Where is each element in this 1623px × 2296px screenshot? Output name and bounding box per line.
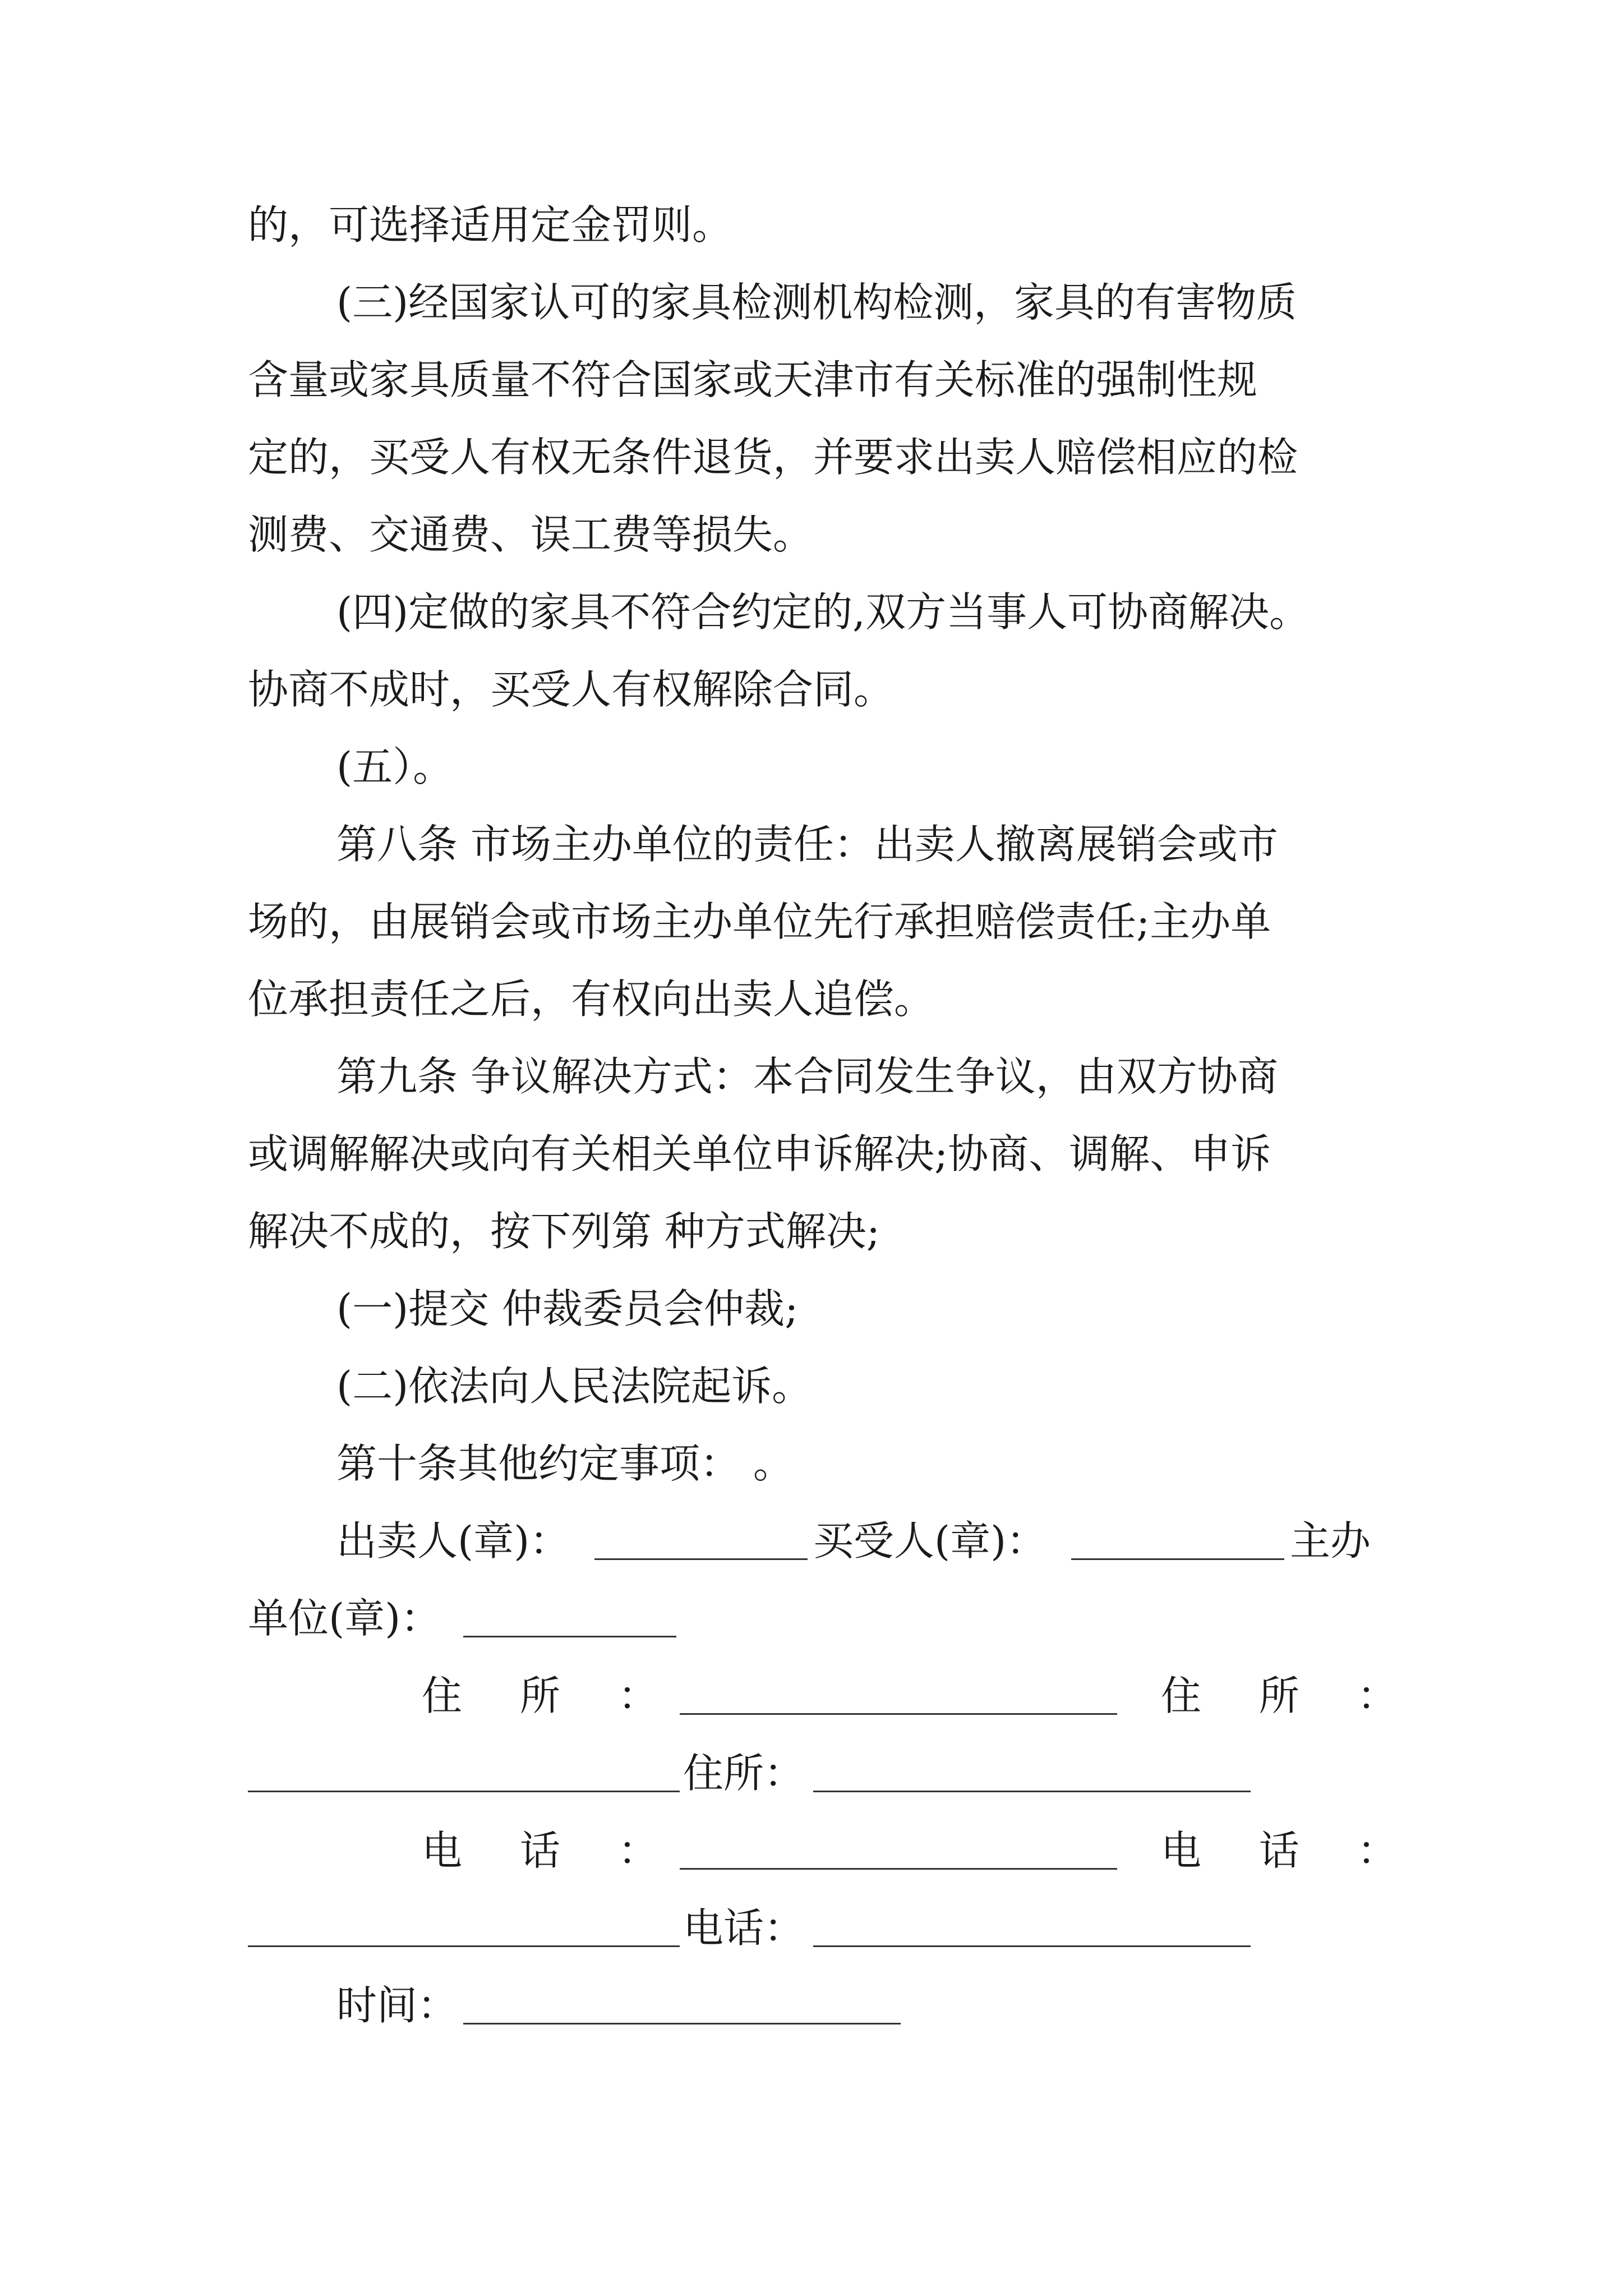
text-line: 的，可选择适用定金罚则。 [248,201,733,249]
text-line: 场的，由展销会或市场主办单位先行承担赔偿责任;主办单 [248,898,1271,945]
text-line: (三)经国家认可的家具检测机构检测，家具的有害物质 [336,279,1297,326]
buyer-seal-label: 买受人(章)： [813,1517,1047,1565]
text-line: 第八条 市场主办单位的责任：出卖人撤离展销会或市 [336,821,1278,868]
seller-seal-blank[interactable] [594,1521,808,1560]
seller-phone-blank[interactable] [680,1831,1117,1870]
text-line: (一)提交 仲裁委员会仲裁; [336,1285,799,1332]
text-line: 或调解解决或向有关相关单位申诉解决;协商、调解、申诉 [248,1130,1271,1177]
host-seal-label-part1: 主办 [1290,1517,1371,1565]
host-phone-blank[interactable] [813,1908,1251,1947]
text-line: 定的，买受人有权无条件退货，并要求出卖人赔偿相应的检 [248,434,1298,481]
host-phone-label: 电话： [683,1904,805,1952]
text-line: (五）。 [336,743,454,790]
seller-address-label: 住 所 ： [422,1672,681,1719]
text-line: 位承担责任之后，有权向出卖人追偿。 [248,976,935,1023]
date-label: 时间： [336,1982,458,2029]
host-address-label: 住所： [683,1750,805,1797]
host-address-blank[interactable] [813,1754,1251,1792]
buyer-phone-label: 电 话 ： [1161,1827,1420,1874]
text-line: (四)定做的家具不符合约定的,双方当事人可协商解决。 [336,588,1310,636]
buyer-address-blank[interactable] [248,1754,680,1792]
seller-seal-label: 出卖人(章)： [336,1517,570,1565]
host-seal-blank[interactable] [463,1599,676,1637]
text-line: 第九条 争议解决方式：本合同发生争议，由双方协商 [336,1053,1278,1100]
seller-address-blank[interactable] [680,1676,1117,1715]
text-line: 解决不成的，按下列第 种方式解决; [248,1208,880,1255]
host-seal-label-part2: 单位(章)： [248,1595,441,1642]
text-line: 协商不成时，买受人有权解除合同。 [248,666,895,713]
buyer-phone-blank[interactable] [248,1908,680,1947]
seller-phone-label: 电 话 ： [422,1827,681,1874]
text-line: 含量或家具质量不符合国家或天津市有关标准的强制性规 [248,356,1258,403]
date-blank[interactable] [463,1986,901,2024]
buyer-address-label: 住 所 ： [1161,1672,1420,1719]
text-line: 测费、交通费、误工费等损失。 [248,511,814,558]
text-line: 第十条其他约定事项： 。 [336,1440,794,1487]
buyer-seal-blank[interactable] [1071,1521,1284,1560]
text-line: (二)依法向人民法院起诉。 [336,1363,813,1410]
